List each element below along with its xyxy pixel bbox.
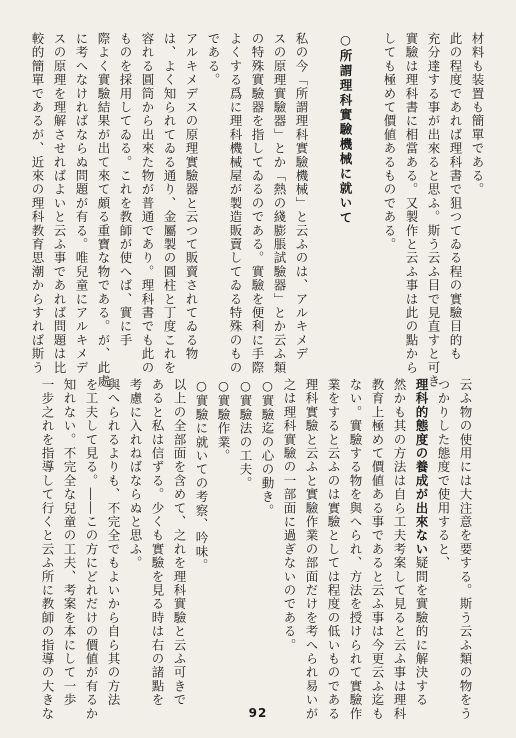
lower-text-line: 一步之れを指導して行くと云ふ所に教師の指導の大きな [40,378,55,721]
lower-text-line: 以上の全部面を含めて、之れを理科實驗と云ふ可きで [172,378,187,707]
lower-text-line: ない。實驗する物を與へられ、方法を授けられて實驗作 [348,378,363,721]
upper-text-line: よくする爲に理科機械屋が製造販賣してゐる特殊のもの [228,32,243,375]
upper-text-line: 私の今「所謂理科實驗機械」と云ふのは、アルキメデ [294,32,309,361]
section-heading: ○所謂理科實驗機械に就いて [338,32,353,226]
page-number: 92 [248,706,268,720]
lower-text-line: あると私は信ずる。少くも實驗を見る時は右の諸點を [150,378,165,707]
upper-text-line: 此の程度であれば理科書で狙つてゐる程の實驗目的も [448,32,463,361]
lower-text-line: ○實驗に就いての考察、吟味。 [194,378,209,573]
upper-text-line: アルキメデスの原理實驗器と云つて販賣されてゐる物 [184,32,199,361]
lower-text-line: 然かも其の方法は自ら工夫考案して見ると云ふ事は理科 [392,378,407,721]
lower-text-line: 教育上極めて價値ある事であると云ふ事は今更云ふ迄も [370,378,385,721]
upper-text-line: 較的簡單であるが、近來の理科教育思潮からすれば斯う [30,32,45,375]
upper-text-line [312,32,334,342]
lower-text-line: 之は理科實驗の一部面に過ぎないのである。 [282,378,297,652]
lower-text-line: 云ふ物の使用には大注意を要する。斯う云ふ類の物をう [458,378,473,721]
upper-text-line [356,32,378,342]
lower-text-line: 考慮に入れねばならぬと思ふ。 [128,378,143,570]
lower-text-line: 理科實驗と云ふと實驗作業の部面だけを考へられ易いが [304,378,319,721]
upper-text-line: スの原理を理解させればよいと云ふ事であれば問題は比 [52,32,67,375]
lower-text-line: を工夫して見る。――この方にどれだけの價値が有るか [84,378,99,721]
upper-text-line: しても極めて價値あるものである。 [382,32,397,252]
lower-text-line [410,378,432,707]
lower-text-line: 知れない。不完全な兒童の工夫、考案を本にして一歩 [62,378,77,707]
upper-text-line: スの原理實驗器」とか「熱の綫膨脹試驗器」とか云ふ類 [272,32,287,375]
lower-text-line: ○實驗作業。 [216,378,231,463]
upper-text-line: 際よく實驗結果が出て來て頗る重寶な物である。が、此處 [96,32,111,389]
upper-text-line: 實驗は理科書に相當ある。又製作と云ふ事は此の點から [404,32,419,375]
upper-text-line: 材料も装置も簡單である。 [470,32,485,197]
lower-text-line: 與へられるよりも、不完全でもよいから自ら其の方法 [106,378,121,707]
lower-text-line: 業をすると云ふのは實驗としては程度の低いものである [326,378,341,721]
upper-text-line: の特殊實驗器を指してゐるのである。實驗を便利に手際 [250,32,265,375]
upper-text-block [30,32,488,389]
upper-text-line: である。 [206,32,221,87]
upper-text-line: 容れる圓筒から出來た物が普通であり。理科書でも此の [140,32,155,375]
upper-text-line: は、よく知られてゐる通り、金屬製の圓柱と丁度これを [162,32,177,375]
upper-text-line: に考へなければならぬ問題が有る。唯兒童にアルキメデ [74,32,89,375]
lower-text-line: ○實驗法の工夫。 [238,378,253,491]
lower-text-line: つかりした態度で使用すると、 [436,378,451,570]
upper-text-line: ものを採用してゐる。これを教師が使へば、實に手 [118,32,133,348]
lower-text-line: ○實驗迄の心の動き。 [260,378,275,518]
upper-text-line: 充分達する事が出來ると思ふ。斯う云ふ目で見直すと可き [426,32,441,389]
emphasized-phrase: 理科的態度の養成が出來ない [414,378,429,557]
line-segment: 疑問を實驗的に解決する [414,556,429,707]
